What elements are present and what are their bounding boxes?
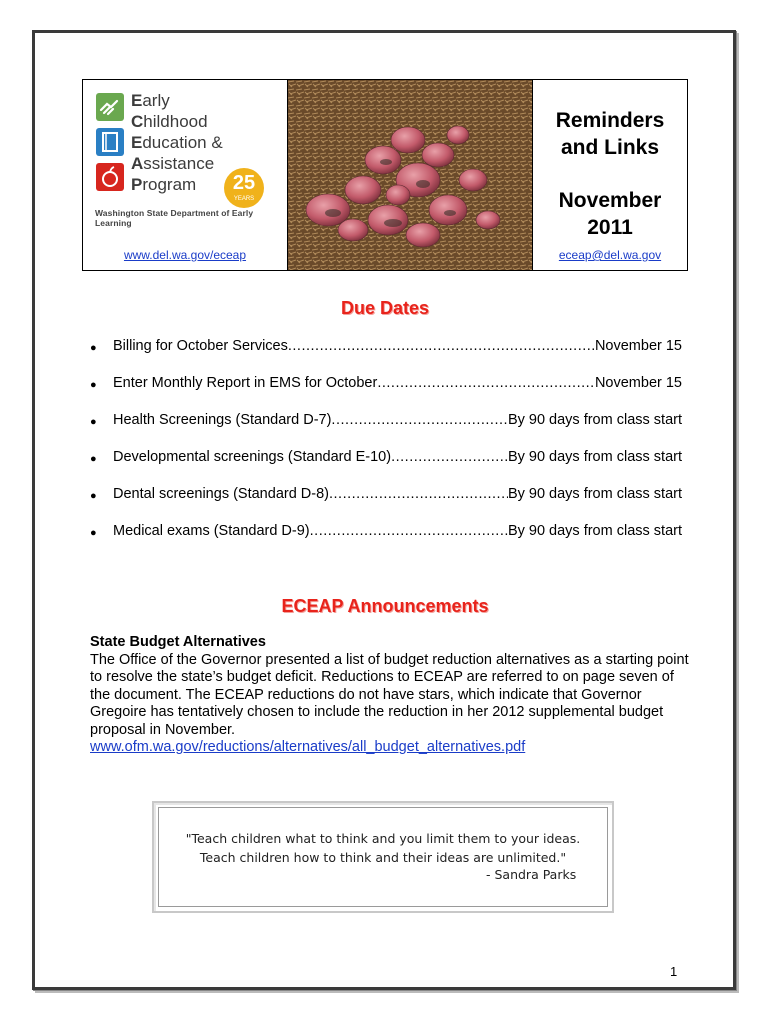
budget-title: State Budget Alternatives bbox=[90, 634, 266, 650]
reminders-title: Reminders and Links bbox=[555, 109, 665, 159]
header-table bbox=[82, 79, 688, 271]
potato-photo bbox=[288, 80, 533, 270]
list-item: ● Enter Monthly Report in EMS for October ..... November 15 bbox=[90, 375, 682, 412]
bullet-icon: ● bbox=[90, 416, 97, 428]
handshake-icon bbox=[95, 92, 125, 122]
list-item: ● Health Screenings (Standard D-7) ..... By 90 days from class start bbox=[90, 412, 682, 449]
dot-leader bbox=[391, 449, 508, 465]
list-item: ● Medical exams (Standard D-9) ..... By 90 days from class start bbox=[90, 523, 682, 560]
issue-date: November 2011 bbox=[558, 189, 662, 239]
quote-text: "Teach children what to think and you limit them to your ideas. Teach children how to think and their ideas are unlimited." bbox=[185, 831, 581, 865]
dot-leader bbox=[288, 338, 595, 354]
dot-leader bbox=[377, 375, 595, 391]
bullet-icon: ● bbox=[90, 453, 97, 465]
logo-line-early: Early bbox=[131, 91, 170, 110]
due-dates-heading: Due Dates bbox=[340, 298, 430, 318]
title-cell bbox=[533, 80, 687, 270]
book-icon bbox=[95, 127, 125, 157]
anniversary-badge: 25 YEARS bbox=[224, 168, 264, 208]
website-link[interactable]: www.del.wa.gov/eceap bbox=[123, 248, 247, 262]
budget-pdf-link[interactable]: www.ofm.wa.gov/reductions/alternatives/all_budget_alternatives.pdf bbox=[90, 739, 526, 755]
list-item: ● Billing for October Services ..... November 15 bbox=[90, 338, 682, 375]
logo-line-education: Education & bbox=[131, 133, 223, 152]
potatoes-image bbox=[288, 80, 533, 270]
bullet-icon: ● bbox=[90, 490, 97, 502]
apple-icon bbox=[95, 162, 125, 192]
logo-line-program: Program bbox=[131, 175, 197, 194]
logo-line-childhood: Childhood bbox=[131, 112, 208, 131]
bullet-icon: ● bbox=[90, 379, 97, 391]
quote-author: - Sandra Parks bbox=[486, 867, 577, 882]
logo-subtitle: Washington State Department of Early Learning bbox=[95, 208, 254, 228]
email-link[interactable]: eceap@del.wa.gov bbox=[558, 248, 662, 262]
bullet-icon: ● bbox=[90, 527, 97, 539]
list-item: ● Dental screenings (Standard D-8) ..... By 90 days from class start bbox=[90, 486, 682, 523]
budget-body: The Office of the Governor presented a list of budget reduction alternatives as a starting point to resolve the state’s budget deficit. Reductions to ECEAP are referred to on page seven of the document. The ECEAP reductions do not have stars, which indicate that Governor Gregoire has tentatively chosen to include the reduction in her 2012 supplemental budget proposal in November. bbox=[90, 651, 689, 738]
page-number: 1 bbox=[670, 964, 678, 979]
dot-leader bbox=[331, 412, 508, 428]
logo-line-assistance: Assistance bbox=[131, 154, 215, 173]
due-dates-list bbox=[90, 338, 682, 560]
announcements-heading: ECEAP Announcements bbox=[281, 596, 489, 616]
eceap-logo bbox=[93, 92, 278, 237]
logo-cell bbox=[83, 80, 288, 270]
bullet-icon: ● bbox=[90, 342, 97, 354]
dot-leader bbox=[329, 486, 508, 502]
list-item: ● Developmental screenings (Standard E-10) ..... By 90 days from class start bbox=[90, 449, 682, 486]
quote-box bbox=[152, 801, 614, 913]
budget-section bbox=[90, 634, 690, 757]
dot-leader bbox=[310, 523, 508, 539]
